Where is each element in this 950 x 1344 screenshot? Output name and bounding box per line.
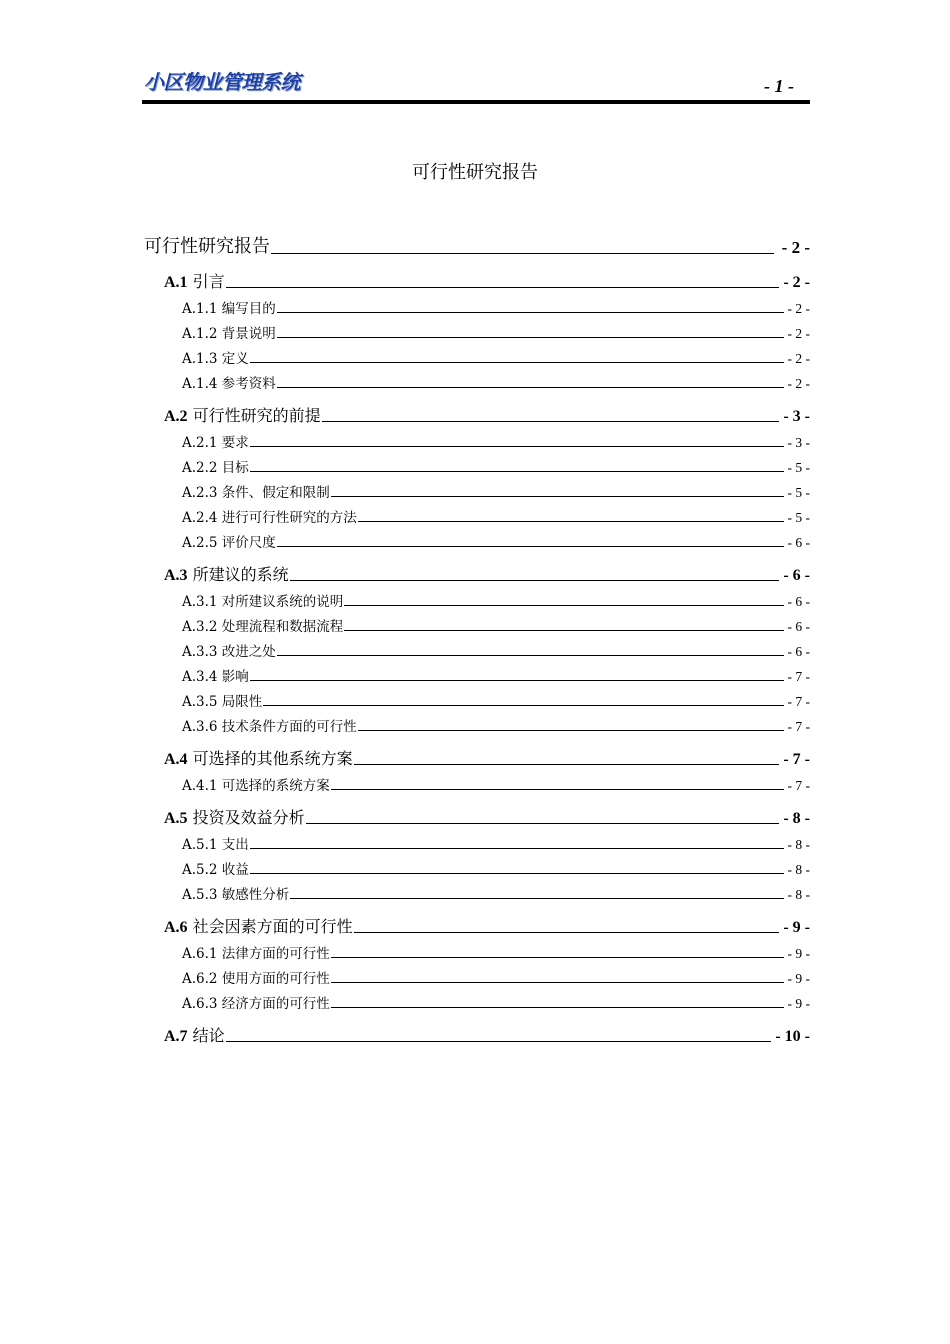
toc-leader-line [277, 337, 784, 338]
toc-leader-line [331, 957, 784, 958]
toc-leader-line [250, 471, 784, 472]
toc-entry-number: A.5 [164, 810, 188, 827]
toc-entry-page: - 7 - [783, 751, 810, 768]
toc-entry-text: A.1.1 编写目的 [182, 301, 276, 317]
toc-entry-page: - 3 - [787, 435, 810, 450]
toc-entry-page: - 7 - [787, 694, 810, 709]
toc-entry-text: A.2.2 目标 [182, 460, 249, 476]
toc-entry-page: - 7 - [787, 669, 810, 684]
toc-entry-label [182, 992, 330, 1012]
toc-entry-text: A.2.3 条件、假定和限制 [182, 485, 330, 501]
toc-entry-text: A.6.2 使用方面的可行性 [182, 971, 330, 987]
toc-leader-line [354, 932, 780, 933]
toc-leader-line [354, 764, 780, 765]
toc-entry-text: 引言 [187, 272, 225, 291]
toc-entry-label [182, 967, 330, 987]
toc-entry[interactable] [142, 735, 810, 769]
page-header [142, 64, 810, 104]
toc-entry[interactable] [142, 937, 810, 962]
toc-leader-line [331, 789, 784, 790]
toc-entry-page: - 10 - [775, 1028, 810, 1045]
toc-entry-text: A.5.1 支出 [182, 837, 249, 853]
toc-entry[interactable] [142, 526, 810, 551]
toc-entry[interactable] [142, 476, 810, 501]
toc-entry-text: A.3.6 技术条件方面的可行性 [182, 719, 357, 735]
toc-entry-page: - 8 - [787, 887, 810, 902]
toc-leader-line [277, 655, 784, 656]
toc-entry-text: A.3.3 改进之处 [182, 644, 276, 660]
toc-entry-label [182, 640, 276, 660]
toc-leader-line [250, 873, 784, 874]
toc-leader-line [344, 605, 783, 606]
toc-entry[interactable] [142, 828, 810, 853]
toc-entry-text: A.6.1 法律方面的可行性 [182, 946, 330, 962]
toc-entry-page: - 6 - [787, 594, 810, 609]
toc-leader-line [290, 580, 780, 581]
toc-entry[interactable] [142, 635, 810, 660]
toc-leader-line [331, 982, 784, 983]
toc-entry-label [164, 1023, 225, 1046]
toc-entry[interactable] [142, 685, 810, 710]
toc-entry-text: 社会因素方面的可行性 [187, 917, 353, 936]
toc-entry-page: - 7 - [787, 719, 810, 734]
toc-entry-text: 可行性研究报告 [144, 236, 270, 257]
toc-entry-page: - 3 - [783, 408, 810, 425]
toc-entry-text: 可行性研究的前提 [187, 406, 321, 425]
toc-entry-text: 所建议的系统 [187, 565, 289, 584]
toc-entry[interactable] [142, 853, 810, 878]
toc-entry-page: - 2 - [787, 376, 810, 391]
toc-leader-line [358, 521, 784, 522]
toc-entry-text: A.5.2 收益 [182, 862, 249, 878]
toc-entry-label [182, 858, 249, 878]
toc-entry-label [182, 774, 330, 794]
toc-entry-label [182, 531, 276, 551]
toc-entry-text: 结论 [187, 1026, 225, 1045]
toc-entry-label [164, 746, 353, 769]
toc-entry-page: - 6 - [787, 619, 810, 634]
toc-entry-text: 可选择的其他系统方案 [187, 749, 353, 768]
toc-entry-label [182, 715, 357, 735]
toc-leader-line [250, 446, 784, 447]
toc-entry-label [182, 690, 262, 710]
toc-entry-page: - 5 - [787, 510, 810, 525]
toc-entry-page: - 9 - [787, 996, 810, 1011]
toc-entry-page: - 2 - [781, 238, 810, 257]
toc-entry-page: - 2 - [787, 326, 810, 341]
toc-entry-text: A.3.1 对所建议系统的说明 [182, 594, 344, 610]
toc-entry-label [144, 232, 270, 258]
toc-entry[interactable] [142, 226, 810, 258]
toc-entry-label [164, 562, 289, 585]
toc-entry-page: - 9 - [787, 946, 810, 961]
toc-entry-label [164, 403, 321, 426]
toc-entry-page: - 2 - [787, 351, 810, 366]
toc-leader-line [331, 1007, 784, 1008]
header-page-number: - 1 - [764, 76, 794, 96]
toc-leader-line [358, 730, 784, 731]
toc-entry-label [182, 590, 343, 610]
toc-entry-label [182, 322, 276, 342]
toc-entry[interactable] [142, 660, 810, 685]
toc-entry-text: A.1.4 参考资料 [182, 376, 276, 392]
toc-entry-label [182, 506, 357, 526]
toc-entry-text: A.6.3 经济方面的可行性 [182, 996, 330, 1012]
header-title: 小区物业管理系统 [144, 70, 300, 94]
toc-entry[interactable] [142, 451, 810, 476]
toc-entry[interactable] [142, 367, 810, 392]
toc-leader-line [277, 312, 784, 313]
toc-entry-page: - 7 - [787, 778, 810, 793]
toc-entry[interactable] [142, 794, 810, 828]
toc-leader-line [277, 387, 784, 388]
toc-entry-page: - 6 - [787, 644, 810, 659]
toc-entry-page: - 2 - [787, 301, 810, 316]
toc-entry-number: A.6 [164, 919, 188, 936]
toc-leader-line [250, 848, 784, 849]
toc-entry-text: A.5.3 敏感性分析 [182, 887, 290, 903]
toc-leader-line [331, 496, 784, 497]
toc-entry-label [164, 805, 305, 828]
toc-entry-label [182, 297, 276, 317]
toc-entry-text: A.2.4 进行可行性研究的方法 [182, 510, 357, 526]
toc-entry[interactable] [142, 292, 810, 317]
toc-entry[interactable] [142, 987, 810, 1012]
toc-entry[interactable] [142, 392, 810, 426]
toc-entry-label [182, 615, 343, 635]
toc-entry[interactable] [142, 710, 810, 735]
toc-entry-number: A.7 [164, 1028, 188, 1045]
toc-entry-page: - 5 - [787, 460, 810, 475]
toc-entry-label [182, 665, 249, 685]
table-of-contents [142, 226, 810, 1046]
toc-entry-label [182, 372, 276, 392]
toc-entry-number: A.2 [164, 408, 188, 425]
toc-entry[interactable] [142, 551, 810, 585]
toc-entry-page: - 8 - [783, 810, 810, 827]
toc-entry-text: A.1.3 定义 [182, 351, 249, 367]
toc-entry-number: A.4 [164, 751, 188, 768]
toc-leader-line [263, 705, 783, 706]
toc-leader-line [250, 362, 784, 363]
toc-entry-label [182, 431, 249, 451]
toc-entry-page: - 9 - [787, 971, 810, 986]
toc-entry-label [182, 883, 289, 903]
toc-entry-text: A.1.2 背景说明 [182, 326, 276, 342]
toc-entry-label [164, 269, 225, 292]
document-title: 可行性研究报告 [412, 162, 538, 183]
toc-entry[interactable] [142, 903, 810, 937]
toc-entry-label [182, 942, 330, 962]
toc-entry-number: A.1 [164, 274, 188, 291]
toc-entry-label [164, 914, 353, 937]
toc-entry-text: A.2.1 要求 [182, 435, 249, 451]
toc-entry-label [182, 456, 249, 476]
toc-leader-line [306, 823, 780, 824]
toc-entry-text: A.4.1 可选择的系统方案 [182, 778, 330, 794]
toc-entry-text: A.3.2 处理流程和数据流程 [182, 619, 344, 635]
toc-entry[interactable] [142, 426, 810, 451]
toc-entry-text: A.3.4 影响 [182, 669, 249, 685]
toc-entry[interactable] [142, 585, 810, 610]
toc-leader-line [226, 1041, 772, 1042]
toc-leader-line [344, 630, 783, 631]
toc-entry-page: - 6 - [783, 567, 810, 584]
toc-entry[interactable] [142, 258, 810, 292]
toc-entry[interactable] [142, 501, 810, 526]
toc-leader-line [271, 253, 774, 254]
toc-leader-line [226, 287, 780, 288]
toc-entry-page: - 8 - [787, 862, 810, 877]
toc-entry-text: A.3.5 局限性 [182, 694, 263, 710]
toc-entry[interactable] [142, 878, 810, 903]
toc-entry[interactable] [142, 342, 810, 367]
toc-entry-page: - 8 - [787, 837, 810, 852]
toc-leader-line [322, 421, 780, 422]
toc-entry-label [182, 481, 330, 501]
toc-leader-line [250, 680, 784, 681]
toc-entry[interactable] [142, 1012, 810, 1046]
toc-entry-number: A.3 [164, 567, 188, 584]
toc-entry[interactable] [142, 317, 810, 342]
toc-entry-text: 投资及效益分析 [187, 808, 305, 827]
toc-entry-label [182, 347, 249, 367]
toc-leader-line [290, 898, 783, 899]
toc-entry-page: - 9 - [783, 919, 810, 936]
toc-entry-text: A.2.5 评价尺度 [182, 535, 276, 551]
toc-entry-page: - 2 - [783, 274, 810, 291]
toc-entry[interactable] [142, 962, 810, 987]
toc-entry-label [182, 833, 249, 853]
toc-leader-line [277, 546, 784, 547]
toc-entry[interactable] [142, 769, 810, 794]
toc-entry-page: - 6 - [787, 535, 810, 550]
toc-entry[interactable] [142, 610, 810, 635]
toc-entry-page: - 5 - [787, 485, 810, 500]
